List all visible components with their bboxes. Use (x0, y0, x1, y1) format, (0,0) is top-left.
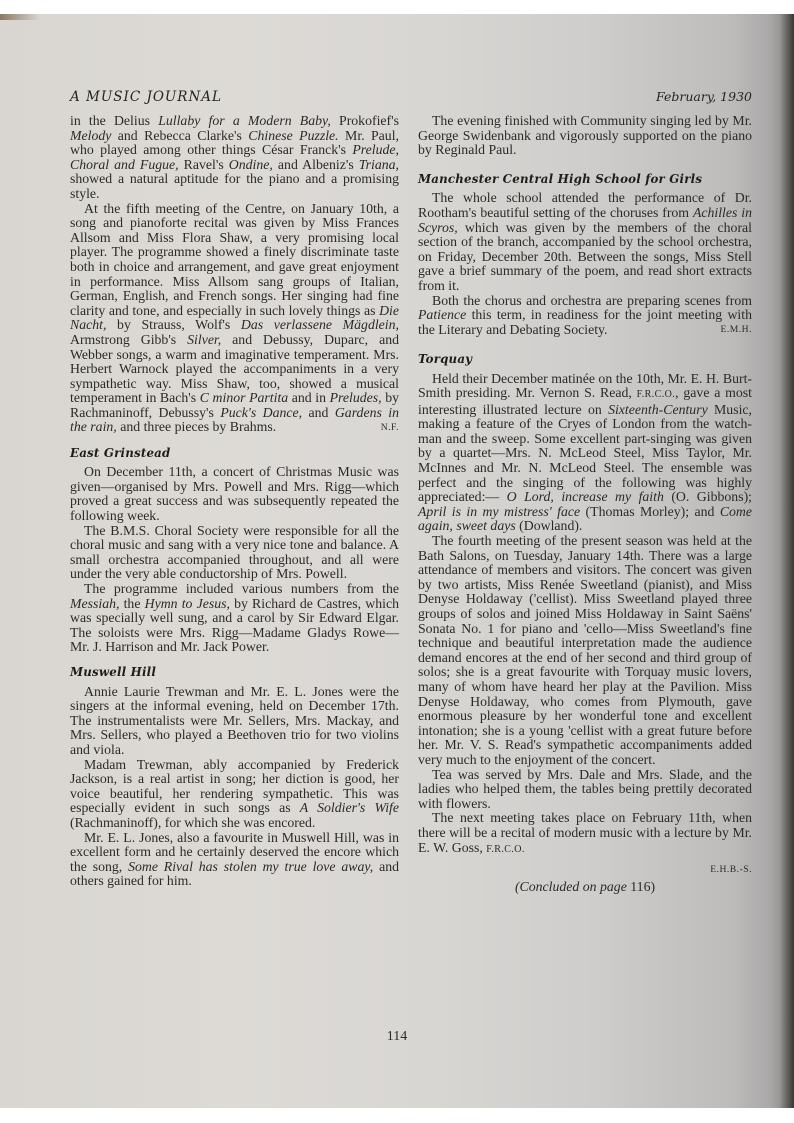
signature-ehbs: E.H.B.-S. (710, 864, 752, 876)
torquay-paragraph-2: The fourth meeting of the present season was held at the Bath Salons, on Tuesday, January 14th. There was a large attendance of members and visitors. The concert was given by two artists, Miss Renée Sweetland (pianist), and Miss Denyse Holdaway ('cellist). Miss Sweetland played three groups of solos and joined Miss Holdaway in Saint Saëns' Sonata No. 1 for piano and 'cello—Miss Sweetland's fine technique and beautiful interpretation made the audience demand encores at the end of her second and third group of solos; she is a great favourite with Torquay music lovers, many of whom have heard her play at the Pavilion. Miss Denyse Holdaway, who comes from Plymouth, gave enormous pleasure by her wonderful tone and excellent intonation; she is a young 'cellist with a great future before her. Mr. V. S. Read's sympathetic accompaniments added very much to the enjoyment of the concert. (418, 533, 752, 767)
east-grinstead-paragraph-2: The B.M.S. Choral Society were responsible for all the choral music and sang with a very nice tone and balance. A small orchestra accompanied throughout, and all were under the very able conductorship of Mrs. Powell. (70, 522, 399, 582)
journal-page (0, 14, 794, 1108)
italic-title: Messiah, (70, 595, 120, 611)
muswell-hill-paragraph-1: Annie Laurie Trewman and Mr. E. L. Jones were the singers at the informal evening, held on December 17th. The instrumentalists were Mr. Sellers, Mrs. Mackay, and Mrs. Sellers, who played a Beethoven trio for two violins and viola. (70, 683, 399, 757)
italic-title: Chinese Puzzle. (248, 127, 339, 143)
text-run: (Thomas Morley); and (580, 503, 720, 519)
section-heading-muswell-hill: Muswell Hill (70, 664, 156, 679)
running-header (70, 89, 752, 111)
text-run: Music, making a feature of the Cryes of London from the watchman and the sweep. Some excellent part-singing was given by a quartet—Mrs. N. McLeod Steel, Miss Taylor, Mr. McInnes and Mr. N. McLeod Steel. The ensemble was perfect and the singing of the following was highly appreciated:— (418, 401, 752, 505)
east-grinstead-paragraph-1: On December 11th, a concert of Christmas Music was given—organised by Mrs. Powell and Mrs. Rigg—which proved a great success and was subsequently repeated the following week. (70, 464, 399, 524)
text-run: Prokofief's (330, 113, 399, 128)
text-run: Mr. E. L. Jones, also a favourite in Muswell Hill, was in excellent form and he certainly deserved the encore which the song, (70, 829, 399, 874)
italic-title: Patience (418, 307, 467, 323)
text-run: Madam Trewman, ably accompanied by Frederick Jackson, is a real artist in song; her diction is good, her voice beautiful, her rendering sympathetic. This was especially evident in such songs as (70, 756, 399, 816)
text-run: (Dowland). (515, 518, 583, 534)
text-run: and Albeniz's (272, 156, 359, 172)
text-run: the (119, 595, 145, 611)
text-run: Held their December matinée on the 10th, Mr. E. H. Burt-Smith presiding. Mr. Vernon S. Read, (418, 370, 752, 401)
text-run: by Richard de Castres, which was specially well sung, and a carol by Sir Edward Elgar. The soloists were Mrs. Rigg—Madame Gladys Rowe—Mr. J. Harrison and Mr. Jack Power. (70, 595, 399, 655)
italic-title: Ondine, (228, 156, 273, 172)
torquay-paragraph-4 (418, 811, 752, 857)
italic-title: C minor Partita (199, 390, 289, 406)
signature-nf: N.F. (380, 422, 399, 434)
issue-date: February, 1930 (655, 89, 752, 104)
italic-title: Prelude, Choral and Fugue, (70, 142, 399, 172)
italic-title: Preludes, (329, 390, 382, 406)
east-grinstead-paragraph-3 (70, 582, 399, 655)
continued-note (418, 880, 752, 895)
text-run: F.R.C.O. (636, 389, 676, 401)
italic-title: Come again, sweet days (418, 503, 753, 534)
italic-title: Sixteenth-Century (608, 401, 708, 417)
italic-title: Some Rival has stolen my true love away, (128, 858, 374, 874)
muswell-hill-paragraph-2 (70, 758, 399, 831)
text-run: At the fifth meeting of the Centre, on January 10th, a song and pianoforte recital was given by Miss Frances Allsom and Miss Flora Shaw, a very promising local player. The programme showed a finely discriminate taste both in choice and arrangement, and gave great enjoyment in performance. Miss Allsom sang groups of Italian, German, English, and French songs. Her singing had fine clarity and tone, and especially in such lovely things as (70, 200, 399, 318)
text-run: Both the chorus and orchestra are preparing scenes from (432, 292, 752, 308)
section-heading-torquay: Torquay (418, 351, 473, 366)
italic-title: A Soldier's Wife (299, 800, 399, 816)
italic-title: Das verlassene Mägdlein, (240, 317, 399, 333)
section-heading-manchester: Manchester Central High School for Girls (418, 171, 703, 186)
text-run: The programme included various numbers from the (84, 581, 399, 596)
italic-title: Triana, (358, 156, 400, 172)
left-column (70, 114, 399, 889)
italic-title: Puck's Dance, (220, 404, 303, 420)
text-run: by Strauss, Wolf's (106, 317, 241, 333)
italic-title: Gardens in the rain, (70, 404, 399, 435)
text-run: and Debussy, Duparc, and Webber songs, a warm and imaginative temperament. Mrs. Herbert Warnock played the accompaniments in a very sympathetic way. Miss Shaw, too, showed a musical temperament in Bach's (70, 331, 399, 406)
text-run: and in (288, 390, 330, 406)
fifth-meeting-paragraph (70, 202, 399, 436)
next-meeting-text: The next meeting takes place on February 11th, when there will be a recital of modern music with a lecture by Mr. E. W. Goss, (418, 810, 752, 855)
text-run: and three pieces by Brahms. (116, 419, 277, 435)
text-run: and others gained for him. (70, 858, 399, 889)
text-run: in the Delius (70, 113, 159, 128)
continued-page-ref: 116) (630, 878, 656, 894)
text-run: The whole school attended the performance of Dr. Rootham's beautiful setting of the choruses from (418, 190, 752, 220)
italic-title: April is in my mistress' face (418, 503, 581, 519)
italic-title: Lullaby for a Modern Baby, (158, 113, 331, 128)
continuation-paragraph (70, 114, 399, 202)
italic-title: Hymn to Jesus, (144, 595, 230, 611)
text-run: Ravel's (178, 156, 229, 172)
text-run: Armstrong Gibb's (70, 331, 188, 347)
section-heading-east-grinstead: East Grinstead (70, 445, 171, 460)
signature-emh: E.M.H. (720, 324, 752, 336)
page-number: 114 (386, 1029, 408, 1044)
torquay-paragraph-1 (418, 372, 752, 535)
text-run: (Rachmaninoff), for which she was encored. (70, 814, 316, 830)
muswell-hill-paragraph-3 (70, 831, 399, 889)
right-column (418, 114, 752, 894)
text-run: this term, in readiness for the joint meeting with the Literary and Debating Society. (418, 307, 752, 337)
text-run: showed a natural aptitude for the piano and a promising style. (70, 171, 399, 201)
frco-title: F.R.C.O. (486, 843, 525, 855)
text-run: and (302, 404, 335, 420)
italic-title: Silver, (187, 331, 222, 347)
italic-title: Melody (70, 127, 112, 143)
italic-title: Achilles in Scyros, (418, 204, 753, 235)
text-run: by Rachmaninoff, Debussy's (70, 390, 399, 420)
community-singing-paragraph: The evening finished with Community singing led by Mr. George Swidenbank and vigorously supported on the piano by Reginald Paul. (418, 113, 752, 158)
page-edge-shadow (0, 14, 40, 20)
text-run: (O. Gibbons); (663, 489, 752, 505)
text-run: and Rebecca Clarke's (111, 127, 249, 143)
journal-title: A MUSIC JOURNAL (70, 89, 222, 105)
italic-title: Die Nacht, (70, 302, 399, 333)
text-run: which was given by the members of the choral section of the branch, accompanied by the school orchestra, on Friday, December 20th. Between the songs, Miss Stell gave a brief summary of the poem, and read short extracts from it. (418, 219, 752, 293)
continued-note-text: (Concluded on page (514, 878, 627, 894)
torquay-paragraph-3: Tea was served by Mrs. Dale and Mrs. Slade, and the ladies who helped them, the tables being prettily decorated with flowers. (418, 766, 752, 811)
italic-title: O Lord, increase my faith (506, 489, 664, 505)
manchester-paragraph-1 (418, 191, 752, 293)
text-run: , gave a most interesting illustrated lecture on (418, 385, 752, 417)
text-run: Mr. Paul, who played among other things César Franck's (70, 127, 399, 158)
